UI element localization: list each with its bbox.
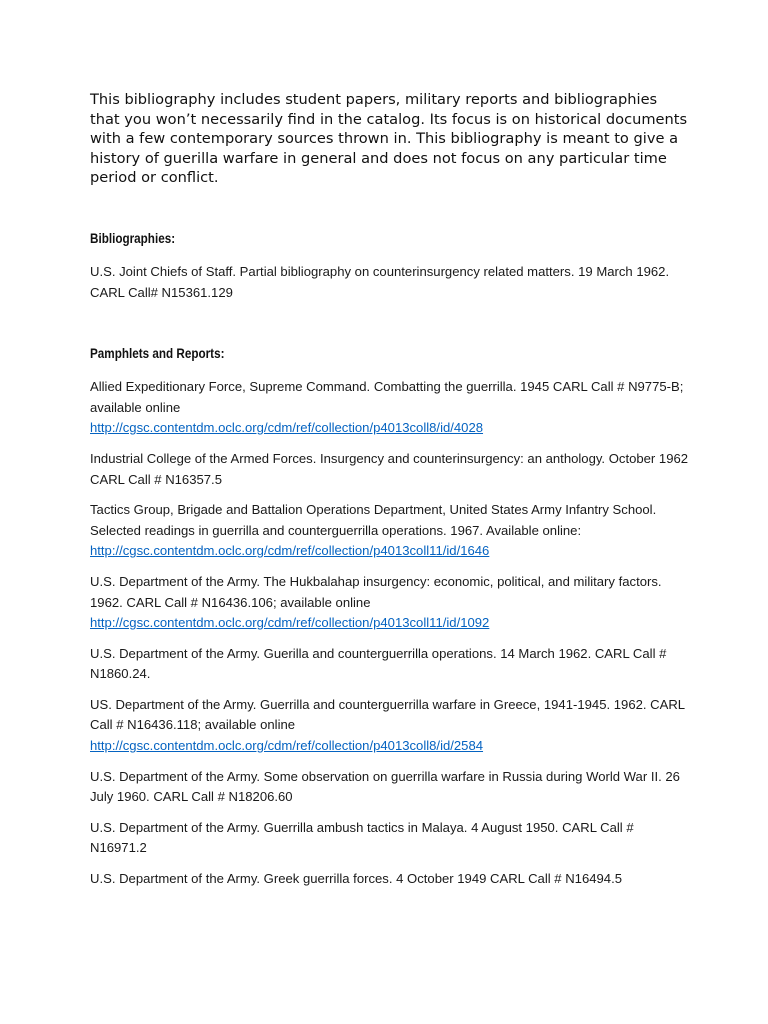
- bibliography-entry: [90, 572, 690, 634]
- bibliography-entry: [90, 695, 690, 757]
- entry-text: Allied Expeditionary Force, Supreme Command. Combatting the guerrilla. 1945 CARL Call # N9775-B; available online: [90, 379, 684, 415]
- bibliography-entry: [90, 818, 690, 859]
- section-heading: Pamphlets and Reports:: [90, 346, 225, 362]
- bibliography-entry: [90, 767, 690, 808]
- intro-paragraph: This bibliography includes student papers, military reports and bibliographies that you won’t necessarily find in the catalog. Its focus is on historical documents with a few contemporary sources thrown in. This bibliography is meant to give a history of guerilla warfare in general and does not focus on any particular time period or conflict.: [90, 91, 688, 187]
- section-pamphlets-reports: [90, 345, 690, 889]
- entry-text: U.S. Department of the Army. Guerilla and counterguerrilla operations. 14 March 1962. CARL Call # N1860.24.: [90, 645, 667, 682]
- bibliography-entry: [90, 262, 690, 303]
- entry-link[interactable]: http://cgsc.contentdm.oclc.org/cdm/ref/collection/p4013coll11/id/1646: [90, 543, 490, 559]
- entry-text: US. Department of the Army. Guerrilla and counterguerrilla warfare in Greece, 1941-1945. 1962. CARL Call # N16436.118; available online: [90, 696, 685, 733]
- entry-text: Tactics Group, Brigade and Battalion Operations Department, United States Army Infantry School. Selected readings in guerrilla and counterguerrilla operations. 1967. Available online:: [90, 502, 657, 538]
- entry-text: U.S. Joint Chiefs of Staff. Partial bibliography on counterinsurgency related matters. 19 March 1962. CARL Call# N15361.129: [90, 263, 670, 300]
- bibliography-entry: [90, 644, 690, 685]
- bibliography-entry: [90, 449, 690, 490]
- bibliography-entry: [90, 377, 690, 439]
- entry-link[interactable]: http://cgsc.contentdm.oclc.org/cdm/ref/collection/p4013coll11/id/1092: [90, 615, 490, 631]
- entry-link[interactable]: http://cgsc.contentdm.oclc.org/cdm/ref/collection/p4013coll8/id/4028: [90, 420, 484, 436]
- entry-text: U.S. Department of the Army. Some observation on guerrilla warfare in Russia during World War II. 26 July 1960. CARL Call # N18206.60: [90, 768, 680, 805]
- entry-link[interactable]: http://cgsc.contentdm.oclc.org/cdm/ref/collection/p4013coll8/id/2584: [90, 738, 484, 754]
- section-bibliographies: [90, 230, 690, 303]
- section-spacer: [90, 313, 690, 345]
- bibliography-entry: [90, 500, 690, 562]
- bibliography-entry: [90, 869, 690, 890]
- entry-text: U.S. Department of the Army. Greek guerrilla forces. 4 October 1949 CARL Call # N16494.5: [90, 871, 622, 887]
- entry-text: Industrial College of the Armed Forces. Insurgency and counterinsurgency: an anthology. October 1962 CARL Call # N16357.5: [90, 450, 689, 487]
- section-heading: Bibliographies:: [90, 230, 176, 246]
- entry-text: U.S. Department of the Army. The Hukbalahap insurgency: economic, political, and military factors. 1962. CARL Call # N16436.106; available online: [90, 573, 662, 610]
- document-body: [90, 90, 690, 900]
- entry-text: U.S. Department of the Army. Guerrilla ambush tactics in Malaya. 4 August 1950. CARL Call # N16971.2: [90, 819, 634, 856]
